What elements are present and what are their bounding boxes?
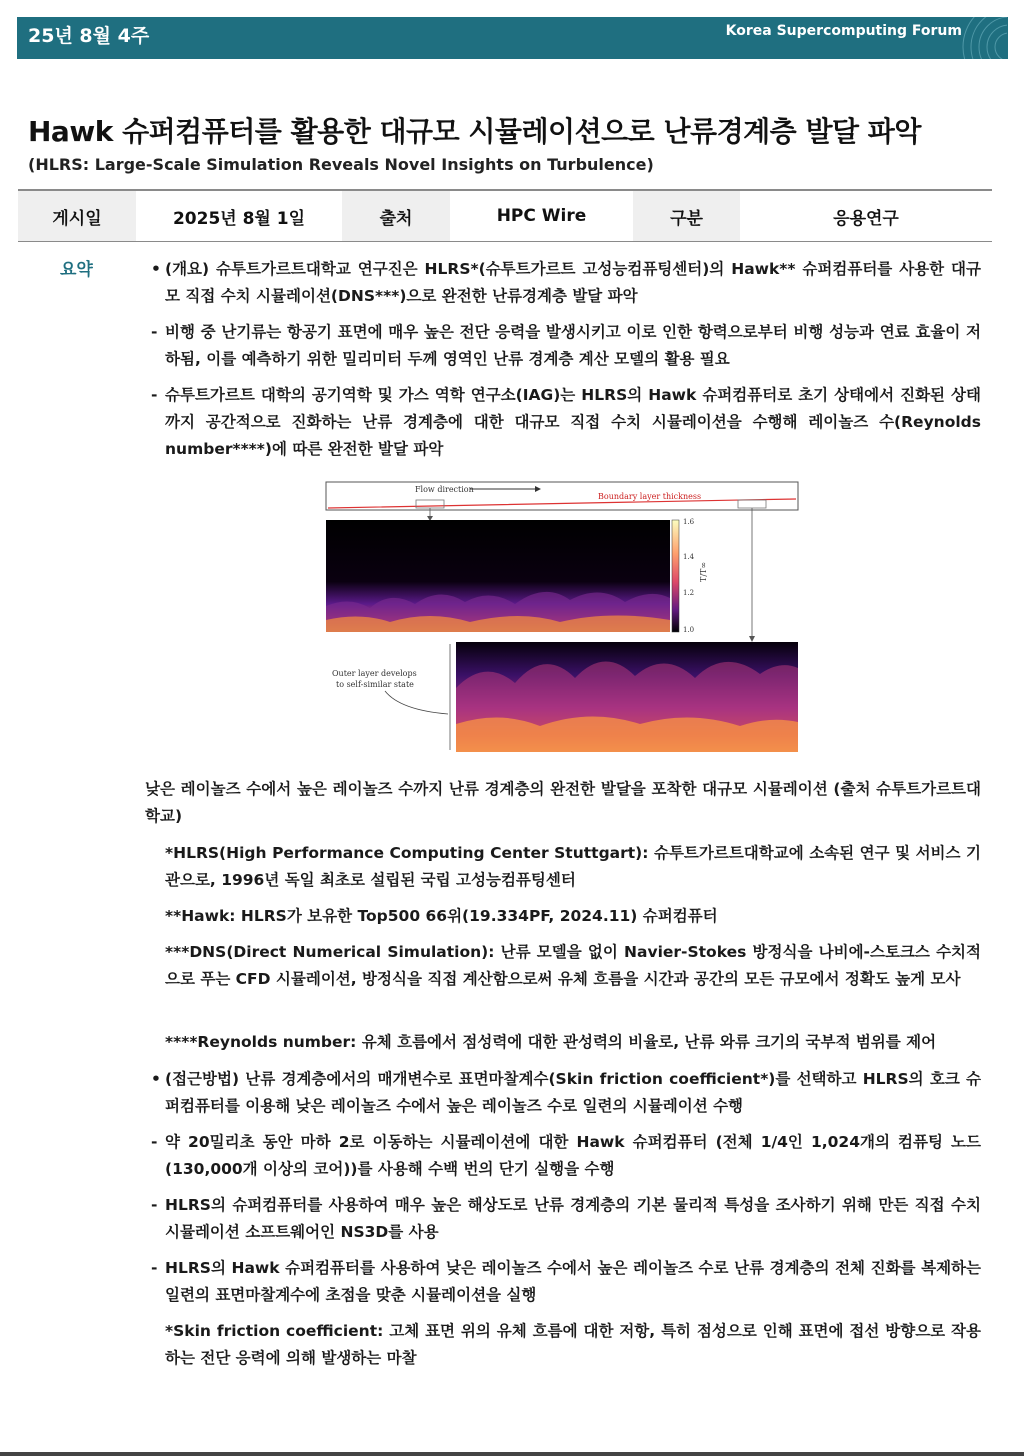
page-title: Hawk 슈퍼컴퓨터를 활용한 대규모 시뮬레이션으로 난류경계층 발달 파악 — [28, 115, 921, 148]
posted-label: 게시일 — [18, 191, 136, 241]
approach-detail-text-2: HLRS의 슈퍼컴퓨터를 사용하여 매우 높은 해상도로 난류 경계층의 기본 물리적 특성을 조사하기 위해 만든 직접 수치 시뮬레이션 소프트웨어인 NS3D를 사용 — [165, 1196, 981, 1241]
detail-text-2: 슈투트가르트 대학의 공기역학 및 가스 역학 연구소(IAG)는 HLRS의 Hawk 슈퍼컴퓨터로 초기 상태에서 진화된 상태까지 공간적으로 진화하는 난류 경계층에 대한 대규모 직접 수치 시뮬레이션을 수행해 레이놀즈 수(Reynolds number****)에 따른 완전한 발달 파악 — [165, 386, 981, 458]
footnote-reynolds: ****Reynolds number: 유체 흐름에서 점성력에 대한 관성력의 비율로, 난류 와류 크기의 국부적 범위를 제어 — [165, 1033, 937, 1051]
outer-layer-pointer — [385, 691, 448, 714]
boundary-thickness-label: Boundary layer thickness — [598, 492, 702, 501]
meta-table — [18, 189, 992, 242]
simulation-figure — [320, 478, 804, 756]
forum-name: Korea Supercomputing Forum — [725, 23, 962, 39]
overview-paragraph — [151, 256, 981, 310]
dash-mark: - — [151, 323, 158, 341]
outer-layer-label-2: to self-similar state — [336, 680, 414, 689]
approach-text: (접근방법) 난류 경계층에서의 매개변수로 표면마찰계수(Skin friction coefficient*)를 선택하고 HLRS의 호크 슈퍼컴퓨터를 이용해 낮은 레이놀즈 수에서 높은 레이놀즈 수로 일련의 시뮬레이션 수행 — [165, 1070, 981, 1115]
bullet-mark: • — [151, 260, 161, 278]
page-subtitle: (HLRS: Large-Scale Simulation Reveals Novel Insights on Turbulence) — [28, 155, 654, 174]
outer-layer-label-1: Outer layer develops — [332, 669, 417, 678]
connector-right-head-icon — [749, 636, 755, 642]
approach-paragraph — [151, 1066, 981, 1120]
dash-mark: - — [151, 1259, 158, 1277]
flow-schematic-box — [326, 482, 798, 510]
colorbar-label: T/T∞ — [699, 561, 708, 582]
flow-direction-label: Flow direction — [415, 485, 474, 494]
category-label: 구분 — [633, 191, 740, 241]
category-value: 응용연구 — [833, 208, 899, 229]
footnote-skin-friction: *Skin friction coefficient: 고체 표면 위의 유체 흐름에 대한 저항, 특히 점성으로 인해 표면에 접선 방향으로 작용하는 전단 응력에 의해 발생하는 마찰 — [165, 1322, 981, 1367]
approach-detail-2 — [151, 1192, 981, 1246]
summary-label: 요약 — [60, 260, 93, 280]
approach-detail-text-1: 약 20밀리초 동안 마하 2로 이동하는 시뮬레이션에 대한 Hawk 슈퍼컴퓨터 (전체 1/4인 1,024개의 컴퓨팅 노드(130,000개 이상의 코어))를 사용해 수백 번의 단기 실행을 수행 — [165, 1133, 981, 1178]
detail-paragraph-1 — [151, 319, 981, 373]
dash-mark: - — [151, 1196, 158, 1214]
detail-text-1: 비행 중 난기류는 항공기 표면에 매우 높은 전단 응력을 발생시키고 이로 인한 항력으로부터 비행 성능과 연료 효율이 저하됨, 이를 예측하기 위한 밀리미터 두께 영역인 난류 경계층 계산 모델의 활용 필요 — [165, 323, 981, 368]
colorbar-tick: 1.4 — [683, 553, 695, 561]
approach-detail-3 — [151, 1255, 981, 1309]
colorbar — [672, 520, 679, 632]
colorbar-tick: 1.6 — [683, 518, 695, 526]
approach-detail-text-3: HLRS의 Hawk 슈퍼컴퓨터를 사용하여 낮은 레이놀즈 수에서 높은 레이놀즈 수로 난류 경계층의 전체 진화를 복제하는 일련의 표면마찰계수에 초점을 맞춘 시뮬레이션을 실행 — [165, 1259, 981, 1304]
bullet-mark: • — [151, 1070, 161, 1088]
simulation-figure-svg — [320, 478, 804, 756]
footnote-dns: ***DNS(Direct Numerical Simulation): 난류 모델을 없이 Navier-Stokes 방정식을 나비에-스토크스 수치적으로 푸는 CFD 시뮬레이션, 방정식을 직접 계산함으로써 유체 흐름을 시간과 공간의 모든 규모에서 정확도 높게 모사 — [165, 943, 981, 988]
detail-paragraph-2 — [151, 382, 981, 463]
figure-caption-text: 낮은 레이놀즈 수에서 높은 레이놀즈 수까지 난류 경계층의 완전한 발달을 포착한 대규모 시뮬레이션 (출처 슈투트가르트대학교) — [145, 780, 981, 825]
footnote-hawk: **Hawk: HLRS가 보유한 Top500 66위(19.334PF, 2024.11) 슈퍼컴퓨터 — [165, 907, 718, 925]
colorbar-tick: 1.0 — [683, 626, 695, 634]
source-value: HPC Wire — [496, 206, 587, 226]
colorbar-tick: 1.2 — [683, 589, 695, 597]
source-label: 출처 — [342, 191, 450, 241]
footnote-hlrs: *HLRS(High Performance Computing Center Stuttgart): 슈투트가르트대학교에 소속된 연구 및 서비스 기관으로, 1996년 독일 최초로 설립된 국립 고성능컴퓨팅센터 — [165, 844, 981, 889]
posted-value: 2025년 8월 1일 — [172, 208, 306, 229]
footer-line — [0, 1452, 1024, 1456]
figure-caption — [145, 776, 981, 830]
approach-detail-1 — [151, 1129, 981, 1183]
dash-mark: - — [151, 1133, 158, 1151]
dash-mark: - — [151, 386, 158, 404]
issue-week: 25년 8월 4주 — [28, 25, 150, 47]
overview-text: (개요) 슈투트가르트대학교 연구진은 HLRS*(슈투트가르트 고성능컴퓨팅센터)의 Hawk** 슈퍼컴퓨터를 사용한 대규모 직접 수치 시뮬레이션(DNS***)으로 완전한 난류경계층 발달 파악 — [165, 260, 981, 305]
